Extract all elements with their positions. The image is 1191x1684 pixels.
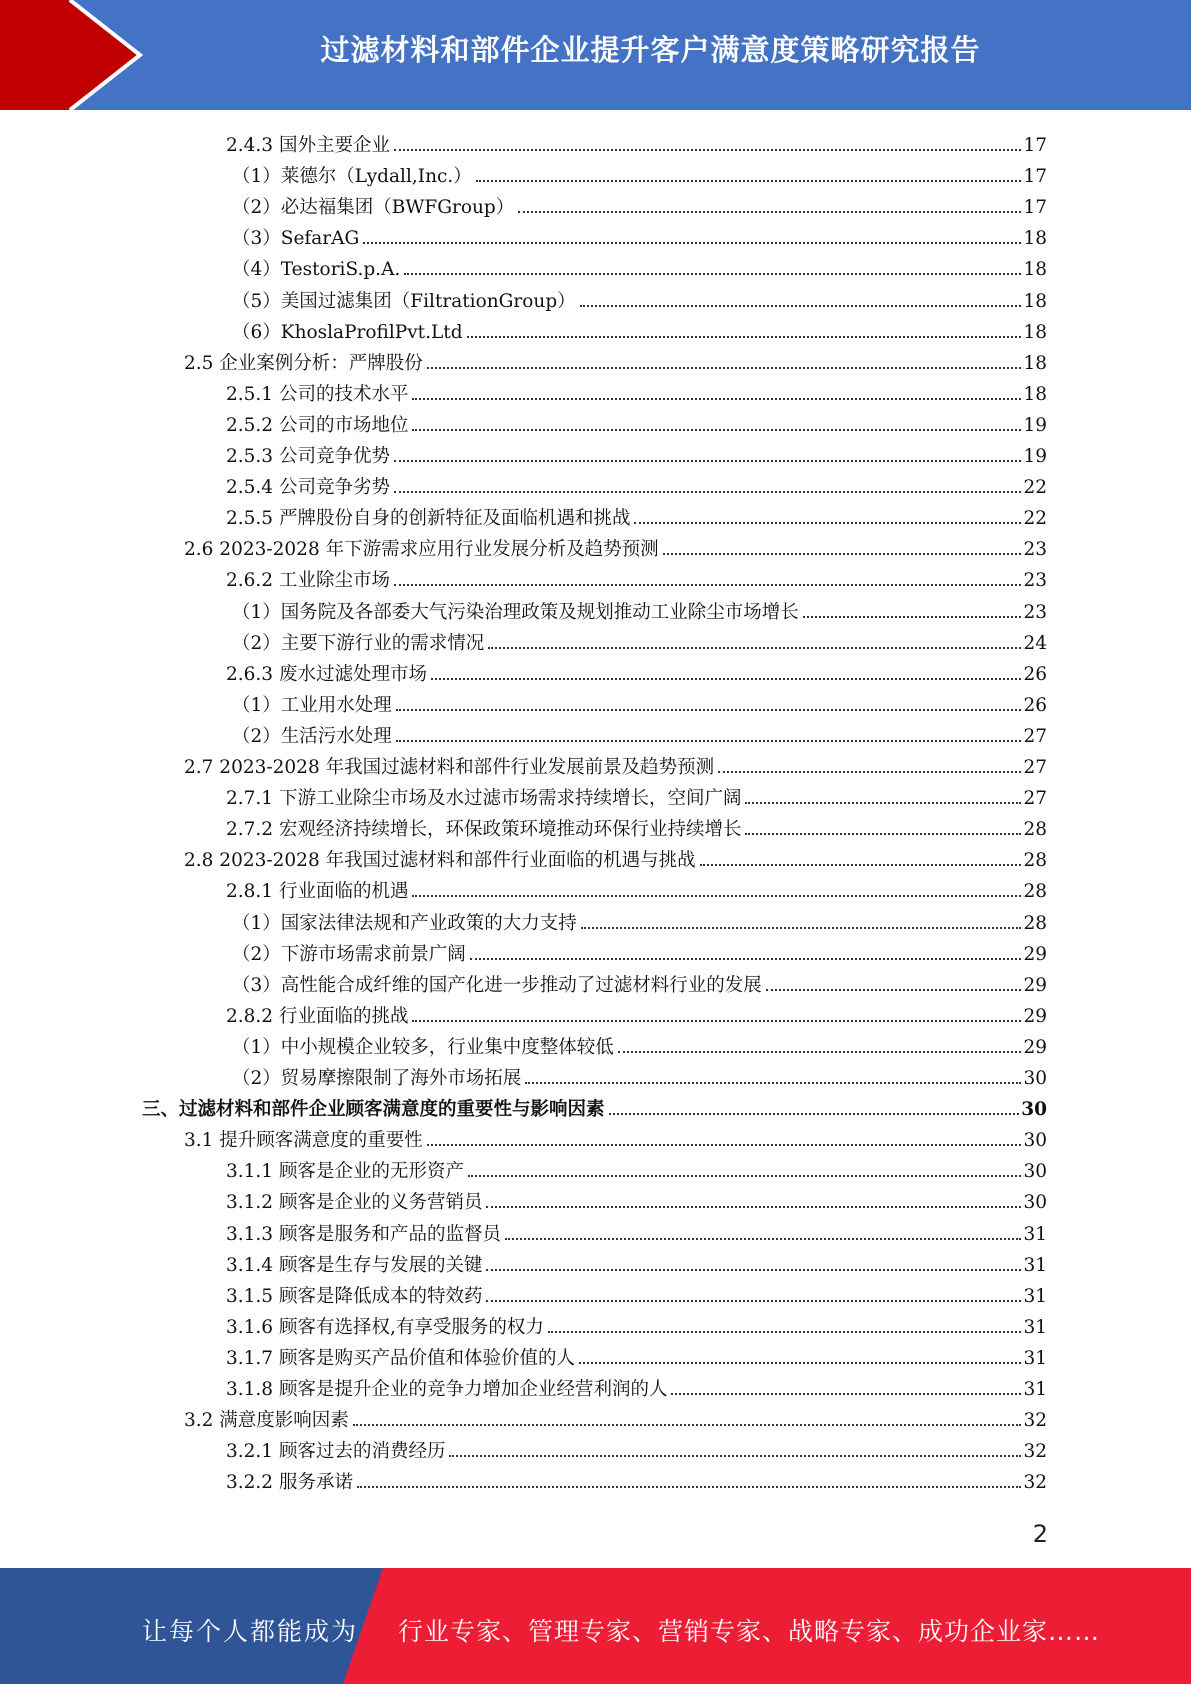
toc-leader-dots bbox=[580, 304, 1022, 307]
toc-entry-label: 3.1.4 顾客是生存与发展的关键 bbox=[226, 1254, 483, 1276]
toc-entry-page: 19 bbox=[1023, 414, 1047, 436]
toc-entry[interactable] bbox=[232, 282, 1047, 313]
toc-leader-dots bbox=[412, 1019, 1021, 1022]
toc-leader-dots bbox=[394, 148, 1021, 151]
toc-entry[interactable] bbox=[184, 344, 1047, 375]
toc-entry[interactable] bbox=[226, 1308, 1047, 1339]
toc-entry-page: 30 bbox=[1021, 1099, 1047, 1121]
toc-leader-dots bbox=[404, 272, 1021, 275]
toc-entry-label: 2.5.4 公司竞争劣势 bbox=[226, 477, 390, 499]
toc-entry-label: 3.1.7 顾客是购买产品价值和体验价值的人 bbox=[226, 1347, 575, 1369]
toc-entry-page: 22 bbox=[1023, 508, 1047, 530]
toc-entry-label: 3.1.3 顾客是服务和产品的监督员 bbox=[226, 1223, 501, 1245]
toc-leader-dots bbox=[618, 1050, 1022, 1053]
toc-entry[interactable] bbox=[226, 561, 1047, 592]
toc-entry-label: 2.5.5 严牌股份自身的创新特征及面临机遇和挑战 bbox=[226, 508, 631, 530]
toc-entry-label: （1）莱德尔（Lydall,Inc.） bbox=[232, 166, 472, 188]
toc-entry[interactable] bbox=[226, 1152, 1047, 1183]
toc-entry-page: 18 bbox=[1023, 259, 1047, 281]
toc-entry-label: （1）国家法律法规和产业政策的大力支持 bbox=[232, 912, 577, 934]
toc-entry[interactable] bbox=[226, 468, 1047, 499]
toc-entry-label: 2.7 2023-2028 年我国过滤材料和部件行业发展前景及趋势预测 bbox=[184, 757, 715, 778]
toc-leader-dots bbox=[663, 552, 1022, 555]
toc-leader-dots bbox=[427, 366, 1022, 369]
toc-leader-dots bbox=[671, 1392, 1021, 1395]
toc-leader-dots bbox=[609, 1112, 1020, 1115]
toc-entry-label: 2.5.3 公司竞争优势 bbox=[226, 446, 390, 467]
toc-entry-page: 31 bbox=[1023, 1379, 1047, 1400]
toc-entry-page: 32 bbox=[1023, 1410, 1047, 1432]
toc-leader-dots bbox=[467, 335, 1022, 338]
toc-leader-dots bbox=[745, 832, 1021, 835]
toc-entry[interactable] bbox=[232, 686, 1047, 717]
toc-entry[interactable] bbox=[226, 406, 1047, 437]
toc-entry-page: 32 bbox=[1023, 1472, 1047, 1494]
toc-leader-dots bbox=[803, 615, 1022, 618]
toc-leader-dots bbox=[486, 1268, 1021, 1271]
toc-entry[interactable] bbox=[232, 966, 1047, 997]
page-footer bbox=[0, 1568, 1191, 1684]
toc-entry-label: 2.4.3 国外主要企业 bbox=[226, 135, 390, 156]
toc-leader-dots bbox=[412, 397, 1021, 400]
toc-leader-dots bbox=[431, 677, 1021, 680]
toc-entry[interactable] bbox=[232, 1059, 1047, 1090]
toc-entry-page: 31 bbox=[1023, 1347, 1047, 1369]
footer-slogan-left: 让每个人都能成为 bbox=[142, 1617, 359, 1646]
toc-entry-page: 27 bbox=[1023, 788, 1047, 810]
toc-leader-dots bbox=[518, 210, 1021, 213]
toc-entry-page: 18 bbox=[1023, 228, 1047, 250]
toc-entry-page: 30 bbox=[1023, 1068, 1047, 1089]
toc-entry-label: （2）贸易摩擦限制了海外市场拓展 bbox=[232, 1068, 522, 1089]
toc-entry[interactable] bbox=[184, 1401, 1047, 1432]
toc-entry-page: 17 bbox=[1023, 197, 1047, 219]
toc-leader-dots bbox=[766, 988, 1022, 991]
toc-entry-label: 3.1.2 顾客是企业的义务营销员 bbox=[226, 1192, 483, 1214]
toc-entry[interactable] bbox=[226, 1432, 1047, 1463]
toc-entry[interactable] bbox=[232, 624, 1047, 655]
toc-entry-page: 18 bbox=[1023, 383, 1047, 405]
toc-leader-dots bbox=[412, 894, 1021, 897]
toc-entry[interactable] bbox=[226, 437, 1047, 468]
toc-leader-dots bbox=[363, 241, 1021, 244]
toc-entry-label: （3）SefarAG bbox=[232, 228, 360, 250]
toc-entry[interactable] bbox=[226, 1215, 1047, 1246]
toc-entry[interactable] bbox=[232, 157, 1047, 188]
toc-entry-page: 28 bbox=[1023, 850, 1047, 872]
toc-leader-dots bbox=[581, 926, 1022, 929]
toc-entry-label: 3.1.5 顾客是降低成本的特效药 bbox=[226, 1285, 483, 1307]
toc-leader-dots bbox=[396, 708, 1022, 711]
toc-entry-label: 2.6.3 废水过滤处理市场 bbox=[226, 663, 427, 685]
toc-entry-label: 3.1 提升顾客满意度的重要性 bbox=[184, 1130, 423, 1152]
toc-entry-page: 24 bbox=[1023, 632, 1047, 654]
toc-entry-page: 30 bbox=[1023, 1130, 1047, 1152]
toc-leader-dots bbox=[468, 1174, 1021, 1177]
toc-leader-dots bbox=[579, 1361, 1021, 1364]
toc-leader-dots bbox=[396, 739, 1022, 742]
toc-entry-label: 3.2.1 顾客过去的消费经历 bbox=[226, 1441, 446, 1463]
toc-entry-label: 2.5.1 公司的技术水平 bbox=[226, 383, 409, 405]
toc-entry[interactable] bbox=[232, 313, 1047, 344]
toc-leader-dots bbox=[525, 1081, 1021, 1084]
toc-entry-page: 22 bbox=[1023, 477, 1047, 499]
toc-entry-label: 3.1.6 顾客有选择权,有享受服务的权力 bbox=[226, 1316, 544, 1338]
header-arrow-decoration bbox=[0, 0, 160, 110]
toc-entry[interactable] bbox=[184, 530, 1047, 561]
toc-entry-label: （2）生活污水处理 bbox=[232, 725, 392, 747]
toc-entry-label: 2.8.2 行业面临的挑战 bbox=[226, 1005, 409, 1027]
toc-leader-dots bbox=[353, 1423, 1022, 1426]
toc-entry[interactable] bbox=[184, 1121, 1047, 1152]
toc-entry[interactable] bbox=[226, 1339, 1047, 1370]
toc-entry[interactable] bbox=[226, 499, 1047, 530]
toc-leader-dots bbox=[486, 1299, 1021, 1302]
toc-entry-page: 27 bbox=[1023, 757, 1047, 778]
toc-entry-page: 18 bbox=[1023, 352, 1047, 374]
toc-entry-label: 3.1.8 顾客是提升企业的竞争力增加企业经营利润的人 bbox=[226, 1379, 668, 1400]
toc-entry[interactable] bbox=[226, 1277, 1047, 1308]
toc-entry-label: （2）下游市场需求前景广阔 bbox=[232, 943, 466, 965]
toc-entry-page: 18 bbox=[1023, 321, 1047, 343]
toc-leader-dots bbox=[394, 459, 1021, 462]
toc-entry[interactable] bbox=[232, 593, 1047, 624]
toc-entry-page: 29 bbox=[1023, 1005, 1047, 1027]
toc-entry-label: 2.8 2023-2028 年我国过滤材料和部件行业面临的机遇与挑战 bbox=[184, 850, 696, 872]
toc-leader-dots bbox=[488, 646, 1021, 649]
toc-entry-label: 三、过滤材料和部件企业顾客满意度的重要性与影响因素 bbox=[142, 1099, 605, 1121]
toc-entry-page: 23 bbox=[1023, 570, 1047, 592]
toc-entry-page: 29 bbox=[1023, 1036, 1047, 1058]
toc-entry[interactable] bbox=[226, 1246, 1047, 1277]
toc-leader-dots bbox=[394, 490, 1021, 493]
page-header bbox=[0, 0, 1191, 110]
toc-leader-dots bbox=[505, 1237, 1021, 1240]
toc-entry-page: 31 bbox=[1023, 1254, 1047, 1276]
toc-entry-page: 27 bbox=[1023, 725, 1047, 747]
toc-entry[interactable] bbox=[226, 126, 1047, 157]
toc-entry[interactable] bbox=[226, 1463, 1047, 1494]
toc-entry-page: 17 bbox=[1023, 166, 1047, 188]
toc-entry[interactable] bbox=[232, 717, 1047, 748]
toc-entry[interactable] bbox=[226, 1370, 1047, 1401]
toc-leader-dots bbox=[486, 1205, 1021, 1208]
toc-entry[interactable] bbox=[226, 655, 1047, 686]
toc-entry-label: 3.1.1 顾客是企业的无形资产 bbox=[226, 1161, 464, 1183]
toc-entry-page: 32 bbox=[1023, 1441, 1047, 1463]
toc-entry[interactable] bbox=[232, 188, 1047, 219]
toc-leader-dots bbox=[700, 863, 1022, 866]
toc-entry[interactable] bbox=[184, 748, 1047, 779]
page-number: 2 bbox=[1032, 1520, 1048, 1548]
toc-entry-label: （4）TestoriS.p.A. bbox=[232, 259, 401, 281]
toc-leader-dots bbox=[394, 583, 1021, 586]
toc-entry-label: （5）美国过滤集团（FiltrationGroup） bbox=[232, 290, 576, 312]
toc-entry-label: 2.8.1 行业面临的机遇 bbox=[226, 881, 409, 903]
toc-entry-page: 31 bbox=[1023, 1223, 1047, 1245]
toc-leader-dots bbox=[634, 521, 1021, 524]
toc-leader-dots bbox=[476, 179, 1022, 182]
toc-entry-page: 26 bbox=[1023, 663, 1047, 685]
toc-entry-page: 28 bbox=[1023, 881, 1047, 903]
toc-entry-page: 28 bbox=[1023, 912, 1047, 934]
toc-entry[interactable] bbox=[232, 904, 1047, 935]
toc-entry[interactable] bbox=[232, 219, 1047, 250]
toc-entry-page: 19 bbox=[1023, 446, 1047, 467]
toc-leader-dots bbox=[357, 1485, 1022, 1488]
toc-entry-page: 30 bbox=[1023, 1192, 1047, 1214]
toc-entry-page: 28 bbox=[1023, 819, 1047, 841]
toc-entry-label: 3.2.2 服务承诺 bbox=[226, 1472, 353, 1494]
toc-entry-page: 31 bbox=[1023, 1316, 1047, 1338]
toc-entry-label: （2）主要下游行业的需求情况 bbox=[232, 632, 485, 654]
toc-entry-label: （6）KhoslaProfilPvt.Ltd bbox=[232, 321, 463, 343]
toc-leader-dots bbox=[718, 770, 1021, 773]
toc-entry[interactable] bbox=[226, 779, 1047, 810]
toc-entry-page: 18 bbox=[1023, 290, 1047, 312]
toc-leader-dots bbox=[470, 957, 1022, 960]
toc-entry-page: 29 bbox=[1023, 943, 1047, 965]
toc-entry-label: （3）高性能合成纤维的国产化进一步推动了过滤材料行业的发展 bbox=[232, 974, 762, 996]
toc-entry[interactable] bbox=[226, 1183, 1047, 1214]
toc-entry[interactable] bbox=[184, 841, 1047, 872]
toc-leader-dots bbox=[548, 1330, 1022, 1333]
toc-entry-label: （1）中小规模企业较多，行业集中度整体较低 bbox=[232, 1036, 614, 1058]
toc-entry-page: 26 bbox=[1023, 694, 1047, 716]
toc-entry-label: 2.6.2 工业除尘市场 bbox=[226, 570, 390, 592]
toc-entry-label: 2.6 2023-2028 年下游需求应用行业发展分析及趋势预测 bbox=[184, 539, 659, 561]
toc-entry[interactable] bbox=[232, 935, 1047, 966]
toc-leader-dots bbox=[427, 1143, 1022, 1146]
toc-entry-page: 30 bbox=[1023, 1161, 1047, 1183]
toc-entry-label: （1）国务院及各部委大气污染治理政策及规划推动工业除尘市场增长 bbox=[232, 601, 799, 623]
toc-entry-label: 2.5 企业案例分析：严牌股份 bbox=[184, 352, 423, 374]
toc-entry-label: （1）工业用水处理 bbox=[232, 694, 392, 716]
toc-entry[interactable] bbox=[232, 1028, 1047, 1059]
toc-entry[interactable] bbox=[232, 250, 1047, 281]
toc-entry[interactable] bbox=[226, 997, 1047, 1028]
report-title: 过滤材料和部件企业提升客户满意度策略研究报告 bbox=[320, 33, 981, 67]
toc-entry-label: 2.5.2 公司的市场地位 bbox=[226, 414, 409, 436]
toc-entry-page: 23 bbox=[1023, 601, 1047, 623]
toc-leader-dots bbox=[449, 1454, 1021, 1457]
toc-entry[interactable] bbox=[142, 1090, 1047, 1121]
toc-entry-page: 31 bbox=[1023, 1285, 1047, 1307]
toc-entry-label: 2.7.1 下游工业除尘市场及水过滤市场需求持续增长，空间广阔 bbox=[226, 788, 742, 810]
toc-entry[interactable] bbox=[226, 810, 1047, 841]
toc-entry-label: （2）必达福集团（BWFGroup） bbox=[232, 197, 515, 219]
toc-entry-label: 2.7.2 宏观经济持续增长，环保政策环境推动环保行业持续增长 bbox=[226, 819, 742, 841]
toc-entry-label: 3.2 满意度影响因素 bbox=[184, 1410, 349, 1432]
toc-leader-dots bbox=[412, 428, 1021, 431]
toc-entry-page: 29 bbox=[1023, 974, 1047, 996]
toc-entry[interactable] bbox=[226, 375, 1047, 406]
toc-entry[interactable] bbox=[226, 872, 1047, 903]
toc-entry-page: 23 bbox=[1023, 539, 1047, 561]
toc-entry-page: 17 bbox=[1023, 135, 1047, 156]
toc-leader-dots bbox=[745, 801, 1021, 804]
footer-slogan-right: 行业专家、管理专家、营销专家、战略专家、成功企业家…… bbox=[398, 1617, 1101, 1646]
